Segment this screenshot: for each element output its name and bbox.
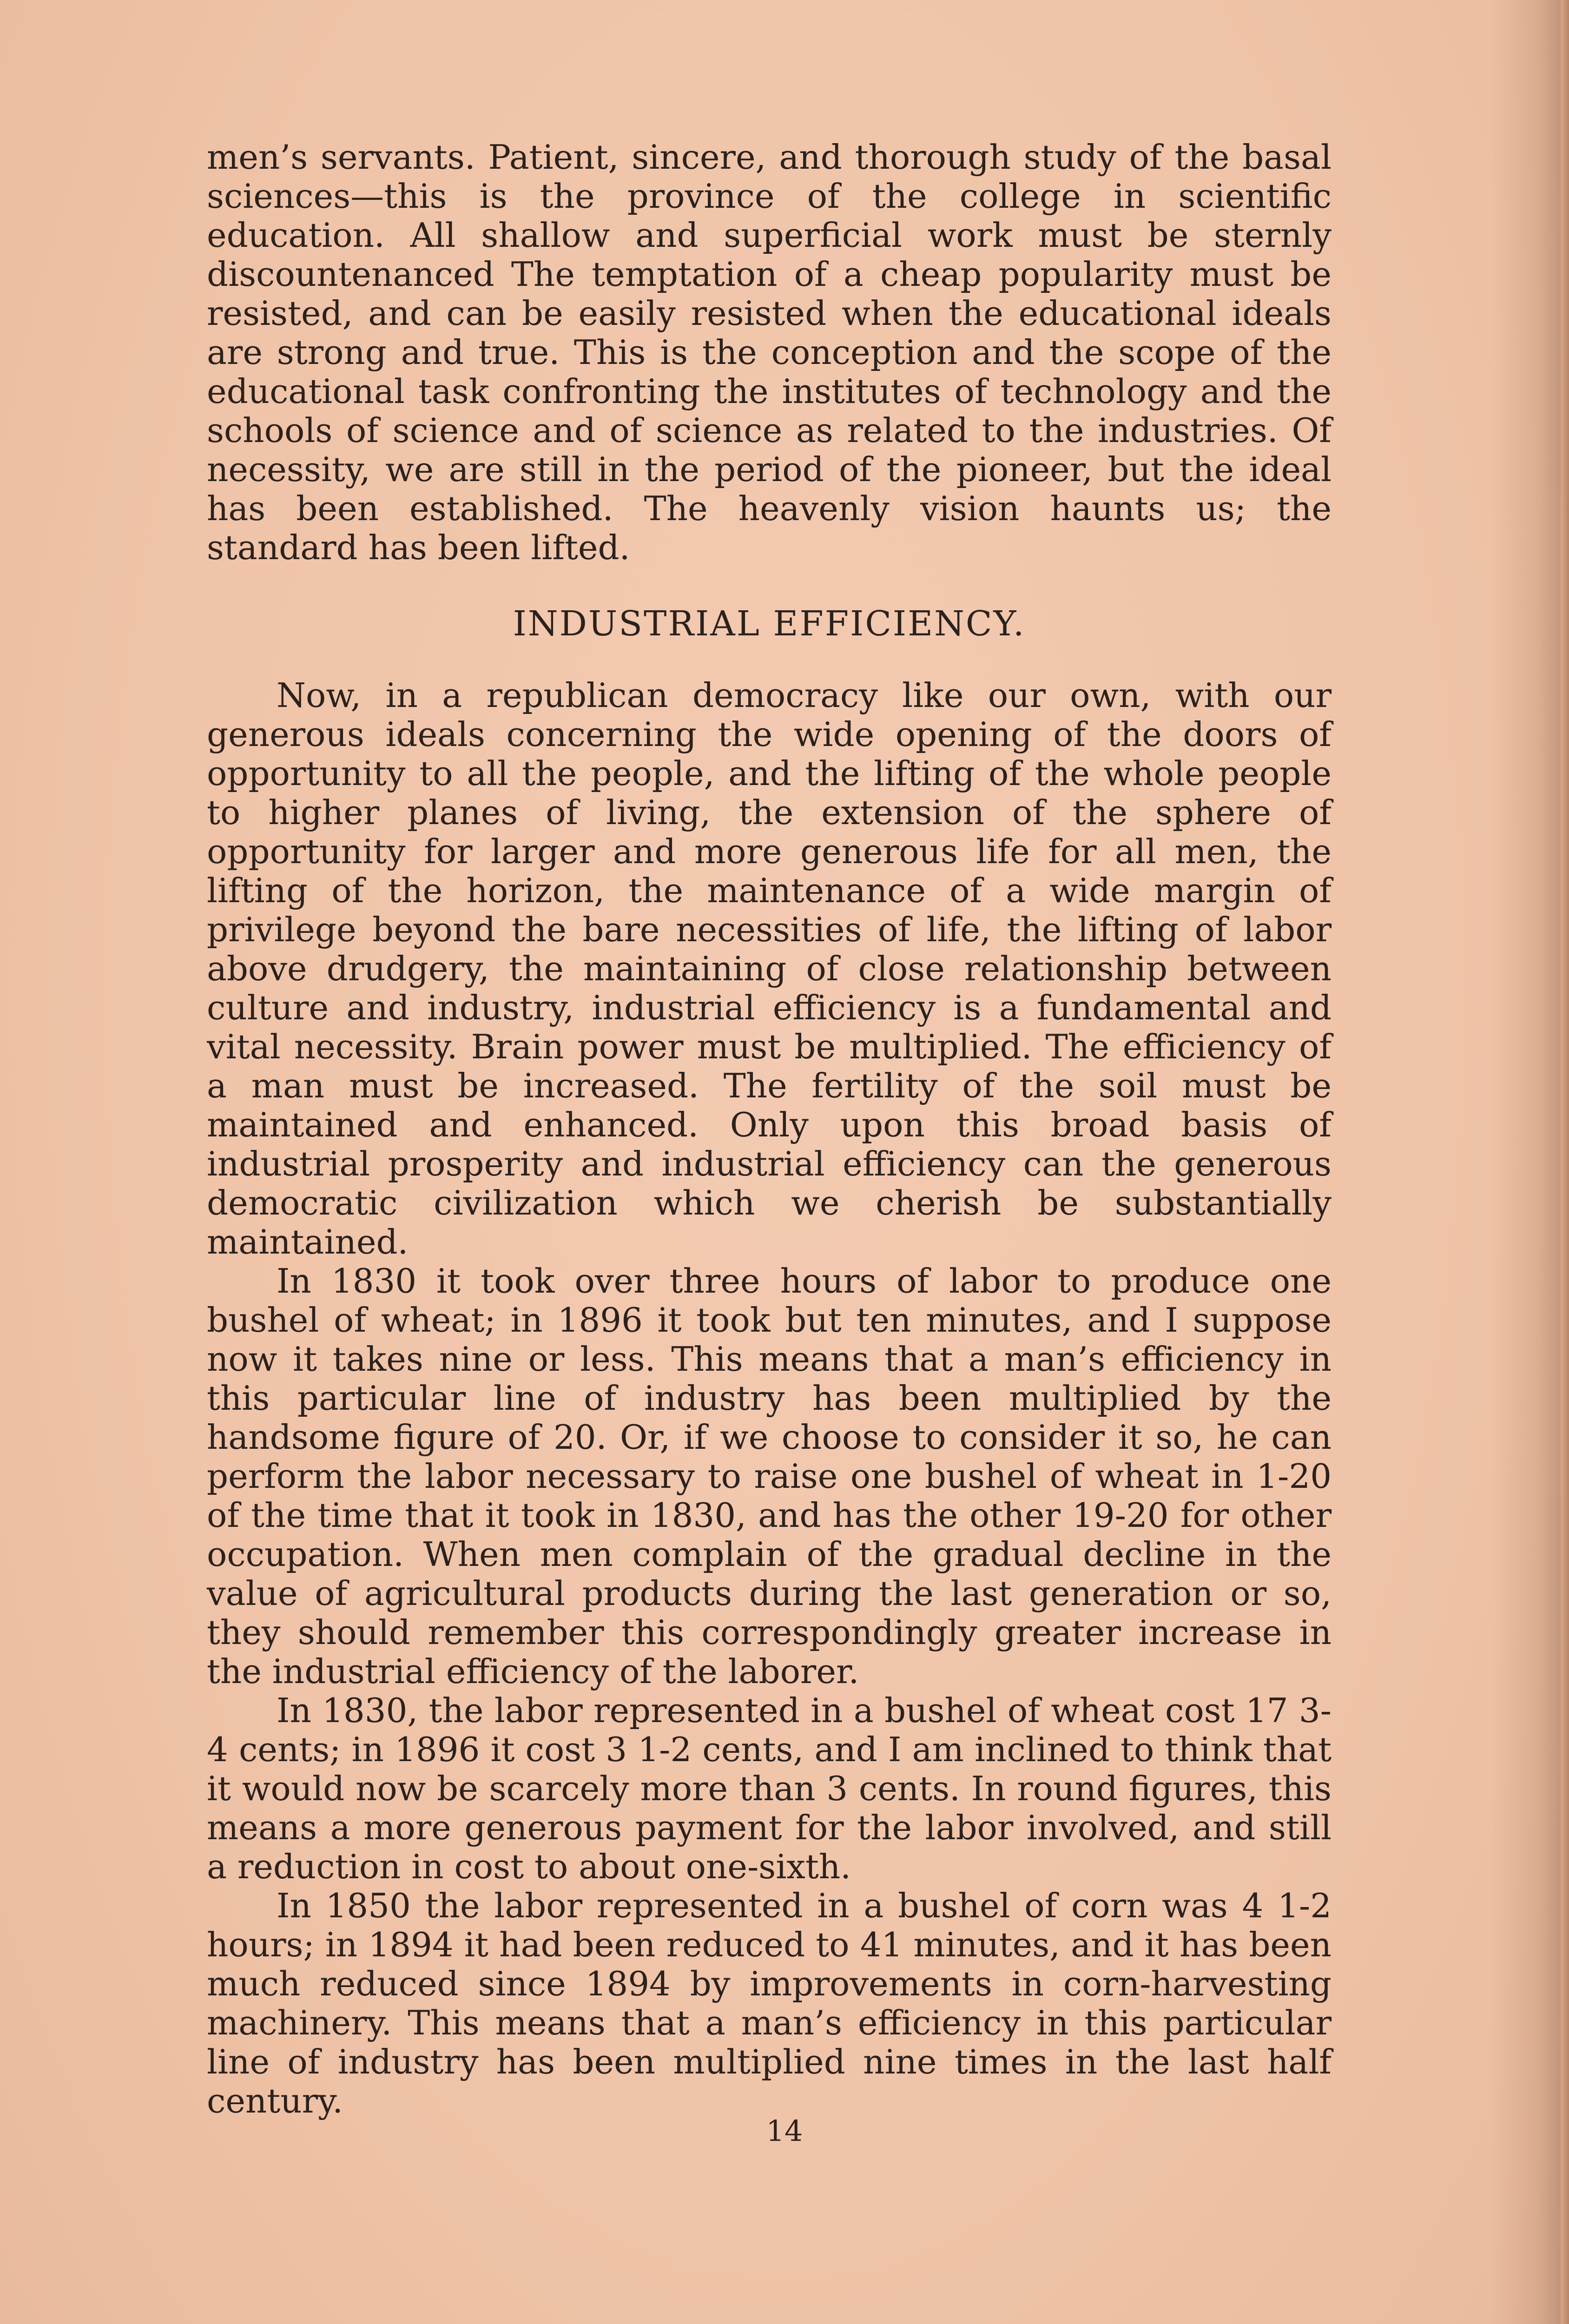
paragraph-3: In 1830, the labor represented in a bushel of wheat cost 17 3-4 cents; in 1896 it cost 3 1-2 cents, and I am inclined to think that it would now be scarcely more than 3 cents. In round figures, this means a more generous payment for the labor involved, and still a reduction in cost to about one-sixth. (207, 1691, 1332, 1886)
section-heading: INDUSTRIAL EFFICIENCY. (513, 604, 1026, 644)
paragraph-4: In 1850 the labor represented in a bushel of corn was 4 1-2 hours; in 1894 it had been reduced to 41 minutes, and it has been much reduced since 1894 by improvements in corn-harvesting machinery. This means that a man’s efficiency in this particular line of industry has been multiplied nine times in the last half century. (207, 1886, 1332, 2120)
page-edge (1561, 0, 1569, 2324)
paragraph-2: In 1830 it took over three hours of labor to produce one bushel of wheat; in 1896 it took but ten minutes, and I suppose now it takes nine or less. This means that a man’s efficiency in this particular line of industry has been multiplied by the handsome figure of 20. Or, if we choose to consider it so, he can perform the labor necessary to raise one bushel of wheat in 1-20 of the time that it took in 1830, and has the other 19-20 for other occupation. When men complain of the gradual decline in the value of agricultural products during the last generation or so, they should remember this correspondingly greater increase in the industrial efficiency of the laborer. (207, 1261, 1332, 1691)
body-text (207, 138, 1332, 2120)
paragraph-1: Now, in a republican democracy like our own, with our generous ideals concerning the wide opening of the doors of opportunity to all the people, and the lifting of the whole people to higher planes of living, the extension of the sphere of opportunity for larger and more generous life for all men, the lifting of the horizon, the maintenance of a wide margin of privilege beyond the bare necessities of life, the lifting of labor above drudgery, the maintaining of close relationship between culture and industry, industrial efficiency is a fundamental and vital necessity. Brain power must be multiplied. The efficiency of a man must be increased. The fertility of the soil must be maintained and enhanced. Only upon this broad basis of industrial prosperity and industrial efficiency can the generous democratic civilization which we cherish be substantially maintained. (207, 676, 1332, 1261)
page-number: 14 (766, 2114, 803, 2148)
paragraph-continuation: men’s servants. Patient, sincere, and thorough study of the basal sciences—this is the province of the college in scientific education. All shallow and superficial work must be sternly discountenanced The temptation of a cheap popularity must be resisted, and can be easily resisted when the educational ideals are strong and true. This is the conception and the scope of the educational task confronting the institutes of technology and the schools of science and of science as related to the industries. Of necessity, we are still in the period of the pioneer, but the ideal has been established. The heavenly vision haunts us; the standard has been lifted. (207, 138, 1332, 567)
